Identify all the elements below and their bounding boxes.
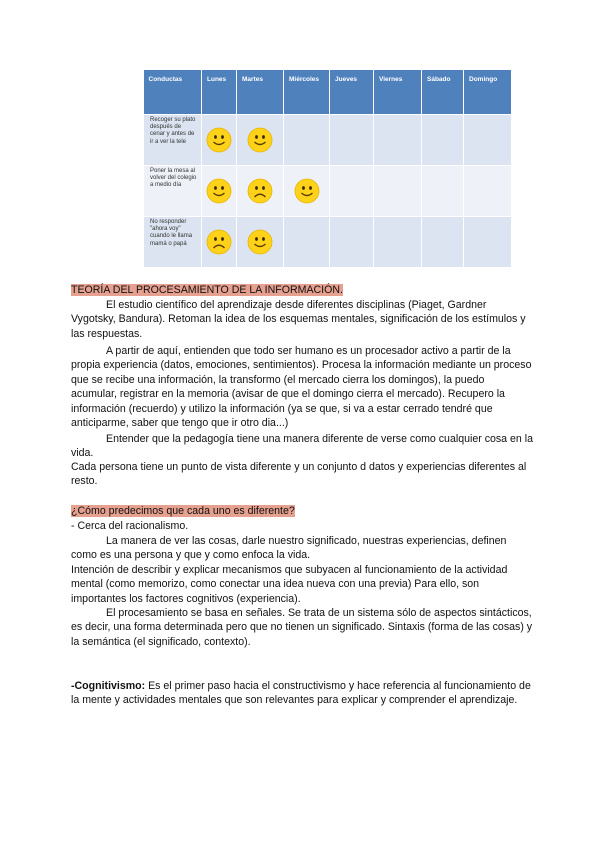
day-cell xyxy=(237,115,284,166)
day-cell xyxy=(422,217,464,268)
section-heading-predecimos: ¿Cómo predecimos que cada uno es diferente? xyxy=(71,505,295,517)
header-lunes: Lunes xyxy=(202,70,237,115)
day-cell xyxy=(374,115,422,166)
day-cell xyxy=(202,166,237,217)
paragraph: El estudio científico del aprendizaje desde diferentes disciplinas (Piaget, Gardner Vygotsky, Bandura). Retoman la idea de los esquemas mentales, significación de los estímulos y las respuestas. xyxy=(71,299,526,340)
paragraph: Cada persona tiene un punto de vista diferente y un conjunto d datos y experiencias diferentes al resto. xyxy=(71,461,527,488)
header-viernes: Viernes xyxy=(374,70,422,115)
day-cell xyxy=(284,166,330,217)
term-cognitivismo: -Cognitivismo: xyxy=(71,680,146,692)
day-cell xyxy=(422,115,464,166)
table-row xyxy=(144,166,512,217)
bullet-racionalismo: - Cerca del racionalismo. xyxy=(71,520,189,532)
happy-face-icon xyxy=(247,127,273,153)
day-cell xyxy=(237,166,284,217)
behavior-label: No responder "ahora voy" cuando le llama mamá o papá xyxy=(144,217,202,268)
behavior-label: Poner la mesa al volver del colegio a medio día xyxy=(144,166,202,217)
day-cell xyxy=(464,115,512,166)
day-cell xyxy=(330,166,374,217)
paragraph: Entender que la pedagogía tiene una manera diferente de verse como cualquier cosa en la vida. xyxy=(71,433,533,460)
header-jueves: Jueves xyxy=(330,70,374,115)
happy-face-icon xyxy=(206,178,232,204)
day-cell xyxy=(237,217,284,268)
day-cell xyxy=(202,115,237,166)
day-cell xyxy=(374,166,422,217)
header-miercoles: Miércoles xyxy=(284,70,330,115)
paragraph: La manera de ver las cosas, darle nuestro significado, nuestras experiencias, definen como es una persona y que y como enfoca la vida. xyxy=(71,535,507,562)
day-cell xyxy=(464,217,512,268)
day-cell xyxy=(284,115,330,166)
day-cell xyxy=(464,166,512,217)
paragraph: El procesamiento se basa en señales. Se trata de un sistema sólo de aspectos sintácticos, es decir, una forma determinada pero que no tienen un significado. Sintaxis (forma de las cosas) y la semántica (el significado, contexto). xyxy=(71,607,533,648)
day-cell xyxy=(422,166,464,217)
behavior-chart-table xyxy=(143,70,512,268)
table-row xyxy=(144,115,512,166)
paragraph: A partir de aquí, entienden que todo ser humano es un procesador activo a partir de la propia experiencia (datos, emociones, sentimientos). Procesa la información mediante un proceso que se recibe una información, la transformo (el mercado cierra los domingos), la puedo acumular, registrar en la memoria (avisar de que el domingo cierra el mercado). Recupero la información (recuerdo) y utilizo la información (ya se que, si va a estar cerrado tendré que anticiparme, saber que tengo que ir otro dia...) xyxy=(71,345,532,430)
header-conductas: Conductas xyxy=(144,70,202,115)
paragraph: Intención de describir y explicar mecanismos que subyacen al funcionamiento de la actividad mental (como memorizo, como conectar una idea nueva con una previa) Para ello, son importantes los factores cognitivos (experiencia). xyxy=(71,564,508,605)
header-domingo: Domingo xyxy=(464,70,512,115)
table-header-row xyxy=(144,70,512,115)
happy-face-icon xyxy=(206,127,232,153)
happy-face-icon xyxy=(294,178,320,204)
day-cell xyxy=(374,217,422,268)
day-cell xyxy=(284,217,330,268)
section-heading-procesamiento: TEORÍA DEL PROCESAMIENTO DE LA INFORMACIÓN. xyxy=(71,284,343,296)
day-cell xyxy=(330,115,374,166)
sad-face-icon xyxy=(247,178,273,204)
table-row xyxy=(144,217,512,268)
day-cell xyxy=(202,217,237,268)
header-sabado: Sábado xyxy=(422,70,464,115)
behavior-label: Recoger su plato después de cenar y antes de ir a ver la tele xyxy=(144,115,202,166)
sad-face-icon xyxy=(206,229,232,255)
day-cell xyxy=(330,217,374,268)
header-martes: Martes xyxy=(237,70,284,115)
happy-face-icon xyxy=(247,229,273,255)
paragraph-cognitivismo: -Cognitivismo: Es el primer paso hacia el constructivismo y hace referencia al funcionamiento de la mente y actividades mentales que son relevantes para explicar y comprender el aprendizaje. xyxy=(71,680,531,707)
